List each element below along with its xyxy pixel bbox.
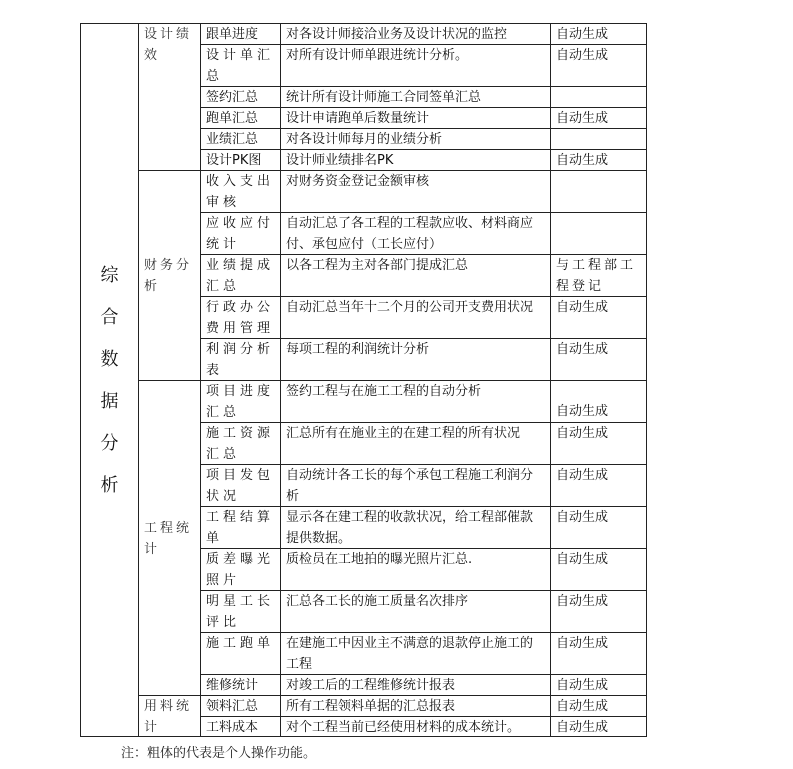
- section-title-char: 据: [100, 390, 119, 412]
- feature-name: 业绩提成汇总: [200, 254, 280, 296]
- category-label: 设计绩效: [144, 27, 193, 63]
- feature-name: 行政办公费用管理: [200, 296, 280, 338]
- feature-name: 明星工长评比: [200, 590, 280, 632]
- feature-result: 自动生成: [550, 44, 647, 86]
- feature-name: 设计单汇总: [200, 44, 280, 86]
- feature-result: 自动生成: [550, 506, 647, 548]
- feature-name: 签约汇总: [200, 86, 280, 107]
- feature-result: 自动生成: [550, 716, 647, 737]
- feature-result: 自动生成: [550, 338, 647, 380]
- feature-name: 利润分析表: [200, 338, 280, 380]
- category-finance: [138, 170, 200, 380]
- feature-desc: 签约工程与在施工工程的自动分析: [280, 380, 550, 422]
- category-design: [138, 23, 200, 170]
- feature-desc: 自动统计各工长的每个承包工程施工利润分析: [280, 464, 550, 506]
- feature-desc: 汇总各工长的施工质量名次排序: [280, 590, 550, 632]
- feature-name: 项目进度汇总: [200, 380, 280, 422]
- section-title-char: 数: [100, 348, 119, 370]
- feature-desc: 显示各在建工程的收款状况，给工程部催款提供数据。: [280, 506, 550, 548]
- category-engineering: [138, 380, 200, 695]
- feature-result: [550, 212, 647, 254]
- feature-name: 应收应付统计: [200, 212, 280, 254]
- feature-desc: 对个工程当前已经使用材料的成本统计。: [280, 716, 550, 737]
- feature-name: 设计PK图: [200, 149, 280, 170]
- category-label: 工程统计: [144, 521, 193, 557]
- feature-result: 自动生成: [550, 464, 647, 506]
- feature-name: 收入支出审核: [200, 170, 280, 212]
- category-materials: [138, 695, 200, 737]
- feature-name: 质差曝光照片: [200, 548, 280, 590]
- feature-result: [550, 170, 647, 212]
- feature-result: [550, 128, 647, 149]
- feature-name: 工料成本: [200, 716, 280, 737]
- feature-desc: 对所有设计师单跟进统计分析。: [280, 44, 550, 86]
- category-label: 用料统计: [144, 699, 193, 735]
- feature-result: 自动生成: [550, 632, 647, 674]
- feature-desc: 所有工程领料单据的汇总报表: [280, 695, 550, 716]
- feature-result: 自动生成: [550, 107, 647, 128]
- feature-desc: 每项工程的利润统计分析: [280, 338, 550, 380]
- feature-desc: 对各设计师接洽业务及设计状况的监控: [280, 23, 550, 44]
- feature-desc: 以各工程为主对各部门提成汇总: [280, 254, 550, 296]
- feature-name: 项目发包状况: [200, 464, 280, 506]
- feature-desc: 对竣工后的工程维修统计报表: [280, 674, 550, 695]
- feature-result: [550, 86, 647, 107]
- feature-desc: 对财务资金登记金额审核: [280, 170, 550, 212]
- feature-desc: 自动汇总了各工程的工程款应收、材料商应付、承包应付（工长应付）: [280, 212, 550, 254]
- feature-result: 自动生成: [550, 149, 647, 170]
- section-title-char: 分: [100, 432, 119, 454]
- feature-result: 自动生成: [550, 695, 647, 716]
- footnote: 注：粗体的代表是个人操作功能。: [121, 746, 317, 761]
- feature-result: 与工程部工程登记: [550, 254, 647, 296]
- category-label: 财务分析: [144, 258, 193, 294]
- feature-desc: 设计申请跑单后数量统计: [280, 107, 550, 128]
- feature-name: 维修统计: [200, 674, 280, 695]
- feature-desc: 统计所有设计师施工合同签单汇总: [280, 86, 550, 107]
- feature-desc: 汇总所有在施业主的在建工程的所有状况: [280, 422, 550, 464]
- section-title: [80, 23, 138, 737]
- feature-result: 自动生成: [550, 674, 647, 695]
- feature-name: 施工跑单: [200, 632, 280, 674]
- feature-name: 工程结算单: [200, 506, 280, 548]
- section-title-char: 合: [100, 306, 119, 328]
- feature-desc: 设计师业绩排名PK: [280, 149, 550, 170]
- feature-result: 自动生成: [550, 590, 647, 632]
- feature-result: 自动生成: [550, 422, 647, 464]
- feature-name: 施工资源汇总: [200, 422, 280, 464]
- feature-desc: 对各设计师每月的业绩分析: [280, 128, 550, 149]
- feature-result: 自动生成: [550, 380, 647, 422]
- feature-name: 领料汇总: [200, 695, 280, 716]
- feature-result: 自动生成: [550, 296, 647, 338]
- feature-desc: 在建施工中因业主不满意的退款停止施工的工程: [280, 632, 550, 674]
- feature-result: 自动生成: [550, 548, 647, 590]
- feature-name: 跑单汇总: [200, 107, 280, 128]
- feature-result: 自动生成: [550, 23, 647, 44]
- feature-name: 业绩汇总: [200, 128, 280, 149]
- section-title-char: 综: [100, 264, 119, 286]
- feature-desc: 自动汇总当年十二个月的公司开支费用状况: [280, 296, 550, 338]
- feature-name: 跟单进度: [200, 23, 280, 44]
- section-title-char: 析: [100, 474, 119, 496]
- feature-desc: 质检员在工地拍的曝光照片汇总.: [280, 548, 550, 590]
